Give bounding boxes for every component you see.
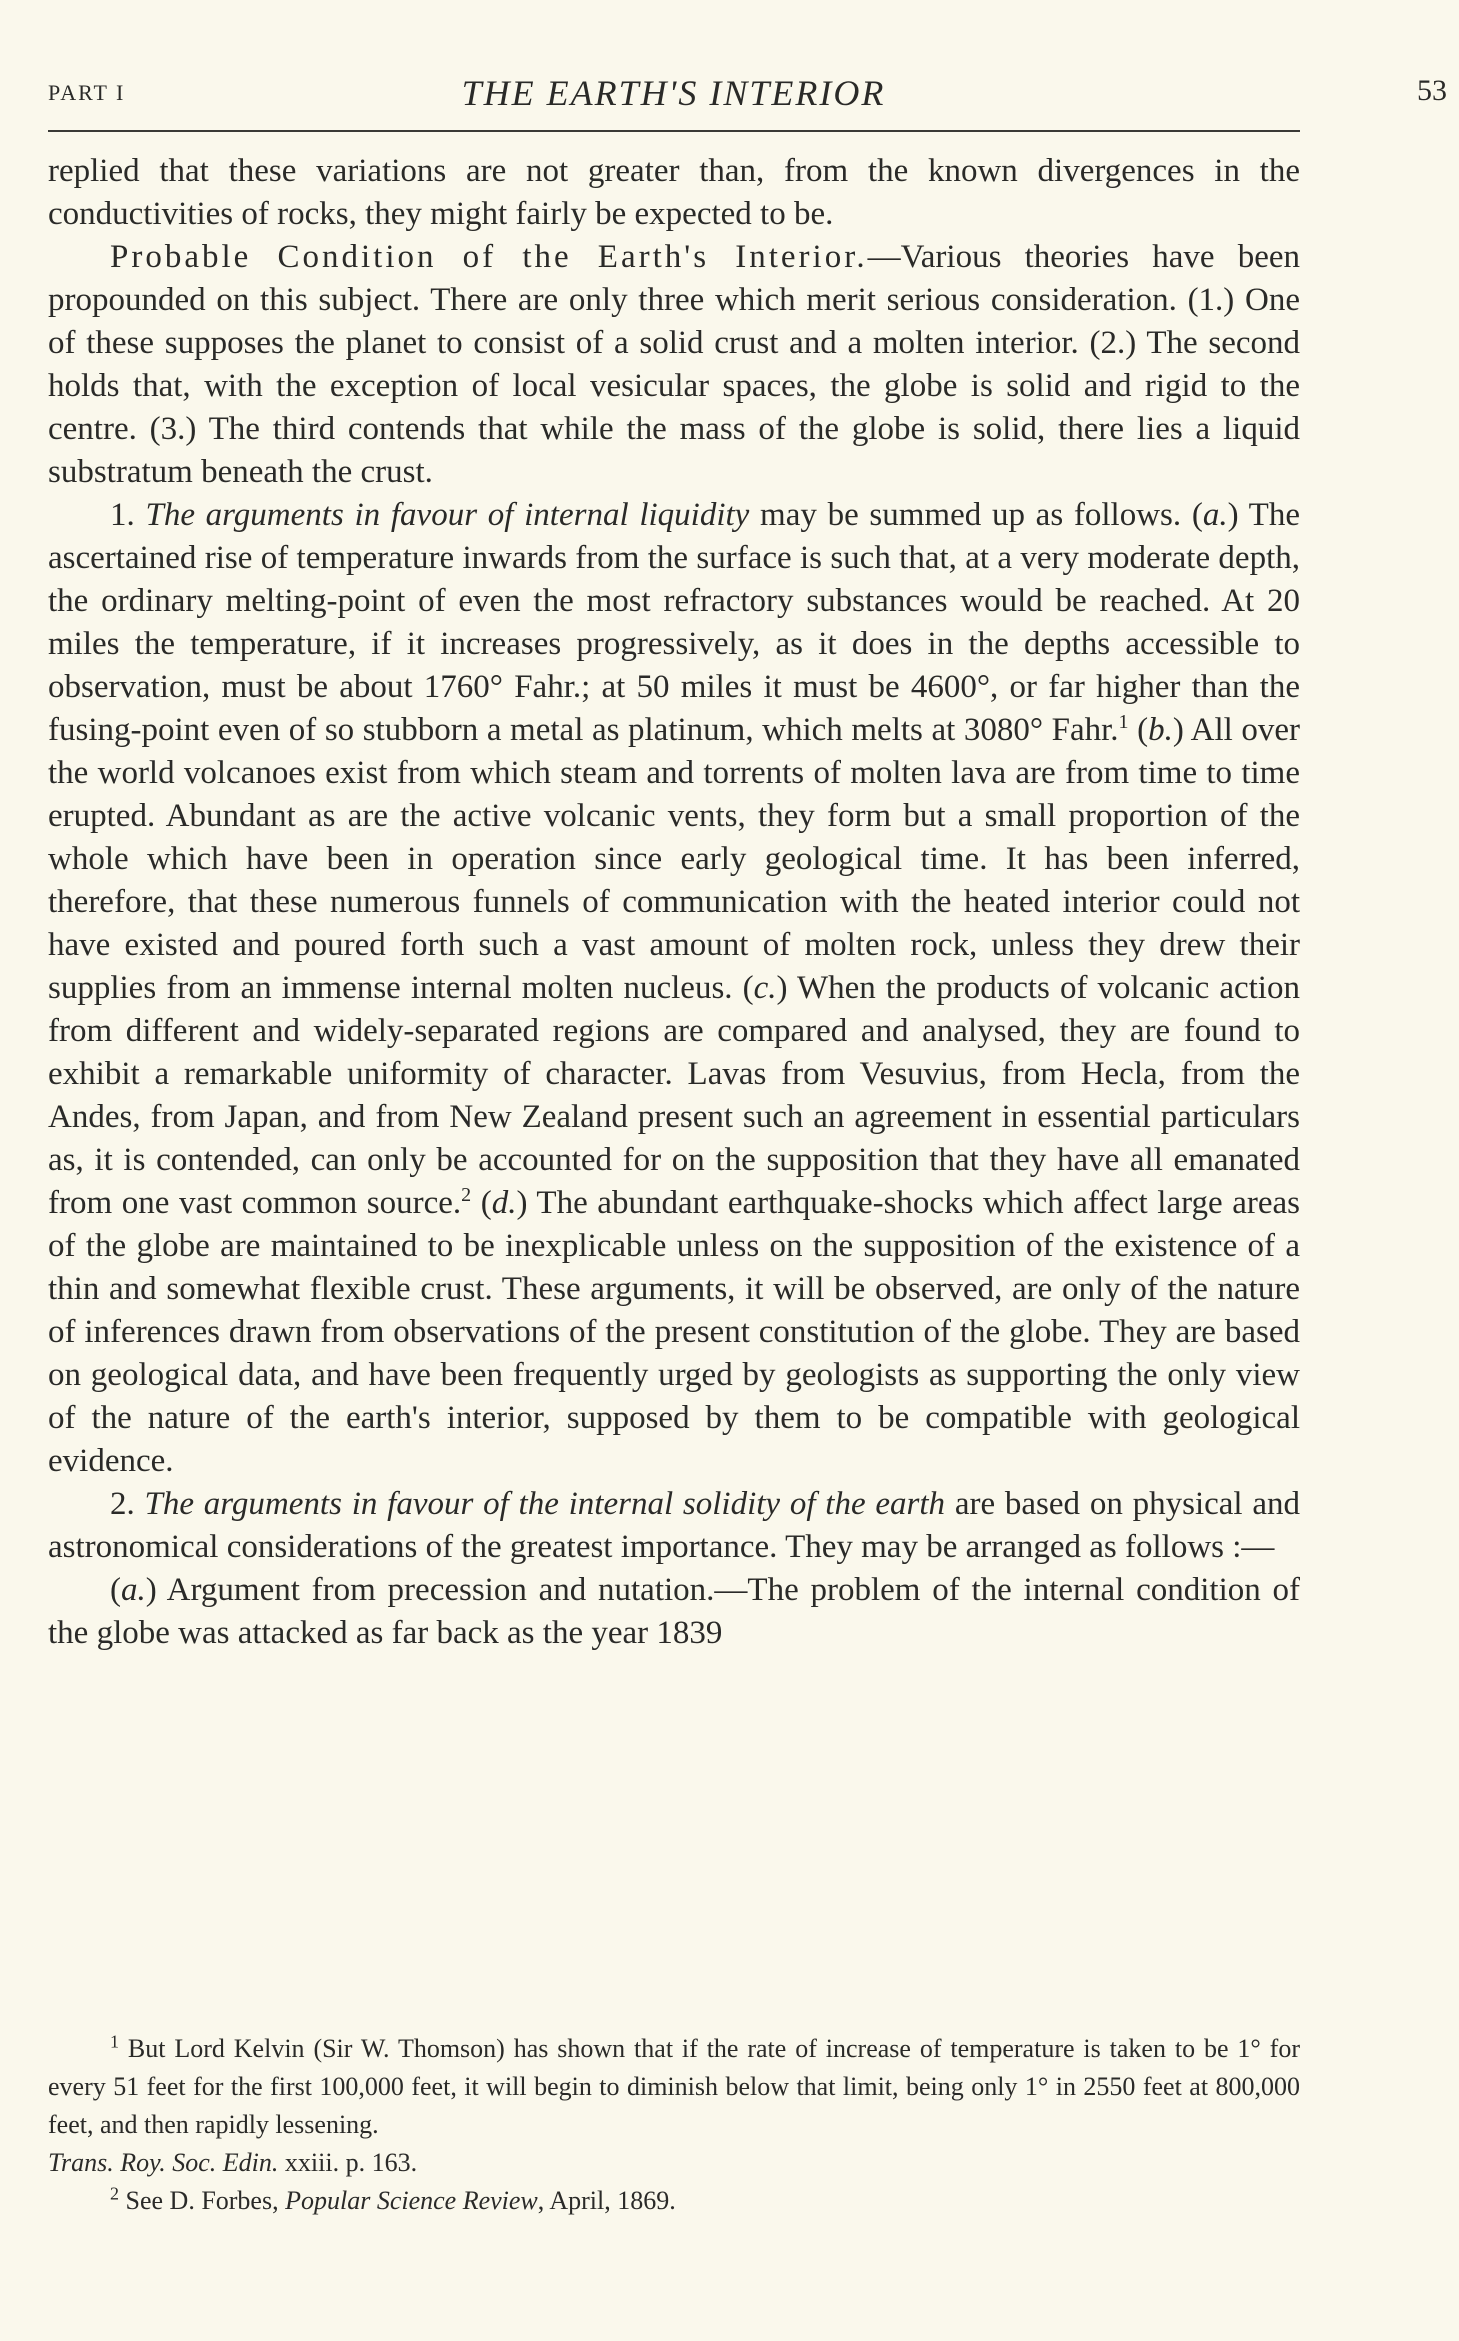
footnote-ref-2[interactable]: 2 [461,1184,472,1206]
letter-a-2: a. [121,1572,146,1608]
letter-c: c. [753,970,777,1006]
part-label: PART I [48,80,126,105]
item-number-2: 2. [110,1486,135,1522]
text-run: ( [1128,712,1149,748]
solidity-heading: The arguments in favour of the internal solidity of the earth [144,1486,946,1522]
letter-a: a. [1202,497,1228,533]
paragraph-1 [48,150,1300,236]
text-run: ) The ascertained rise of temperature inwards from the surface is such that, at a very moderate depth, the ordinary melting-point of even the most refractory substances would be reached. At 20 miles the temperature, if it increases progressively, as it does in the depths accessible to observation, must be about 1760° Fahr.; at 50 miles it must be 4600°, or far higher than the fusing-point even of so stubborn a metal as platinum, which melts at 3080° Fahr. [48,497,1300,748]
footnote-2-tail: , April, 1869. [537,2186,676,2215]
paragraph-2 [48,236,1300,494]
letter-b: b. [1148,712,1173,748]
footnote-2-text: See D. Forbes, [119,2186,286,2215]
main-text [48,150,1300,1655]
paragraph-2-text: —Various theories have been propounded on this subject. There are only three which merit serious consideration. (1.) One of these supposes the planet to consist of a solid crust and a molten interior. (2.) The second holds that, with the exception of local vesicular spaces, the globe is solid and rigid to the centre. (3.) The third contends that while the mass of the globe is solid, there lies a liquid substratum beneath the crust. [48,239,1300,490]
text-run: ) When the products of volcanic action from different and widely-separated regions are compared and analysed, they are found to exhibit a remarkable uniformity of character. Lavas from Vesuvius, from Hecla, from the Andes, from Japan, and from New Zealand present such an agreement in essential particulars as, it is contended, can only be accounted for on the supposition that they have all emanated from one vast common source. [48,970,1300,1221]
footnote-1-reference: Trans. Roy. Soc. Edin. [48,2148,279,2177]
text-run: are based on physical and astronomical considerations of the greatest importance. They may be arranged as follows :— [48,1486,1301,1565]
letter-d: d. [491,1185,517,1221]
header-rule [48,130,1300,132]
section-heading: Probable Condition of the Earth's Interior. [110,239,868,275]
footnote-1-mark: 1 [110,2031,119,2052]
paragraph-4 [48,1483,1300,1569]
footnote-ref-1[interactable]: 1 [1118,711,1129,733]
text-run: ( [471,1185,492,1221]
footnote-2-mark: 2 [110,2183,119,2204]
footnote-2-reference: Popular Science Review [285,2186,538,2215]
footnotes [48,2030,1300,2220]
text-run: ) The abundant earthquake-shocks which affect large areas of the globe are maintained to be inexplicable unless on the supposition of the existence of a thin and somewhat flexible crust. These arguments, it will be observed, are only of the nature of inferences drawn from observations of the present constitution of the globe. They are based on geological data, and have been frequently urged by geologists as supporting the only view of the nature of the earth's interior, supposed by them to be compatible with geological evidence. [48,1185,1300,1479]
text-run: may be summed up as follows. ( [749,497,1203,533]
text-run: ) Argument from precession and nutation.—The problem of the internal condition of the globe was attacked as far back as the year 1839 [48,1572,1300,1651]
paragraph-1-text: replied that these variations are not greater than, from the known divergences in the conductivities of rocks, they might fairly be expected to be. [48,153,1300,232]
footnote-1-tail: xxiii. p. 163. [278,2148,418,2177]
text-run: ( [110,1572,121,1608]
footnote-2 [48,2182,1300,2220]
liquidity-heading: The arguments in favour of internal liquidity [145,497,750,533]
running-title: THE EARTH'S INTERIOR [461,73,886,113]
footnote-1-text: But Lord Kelvin (Sir W. Thomson) has shown that if the rate of increase of temperature is taken to be 1° for every 51 feet for the first 100,000 feet, it will begin to diminish below that limit, being only 1° in 2550 feet at 800,000 feet, and then rapidly lessening. [48,2034,1300,2139]
page-header [48,72,1447,120]
footnote-1 [48,2030,1300,2182]
item-number-1: 1. [110,497,135,533]
page-number: 53 [1417,74,1447,107]
text-run: ) All over the world volcanoes exist from which steam and torrents of molten lava are from time to time erupted. Abundant as are the active volcanic vents, they form but a small proportion of the whole which have been in operation since early geological time. It has been inferred, therefore, that these numerous funnels of communication with the heated interior could not have existed and poured forth such a vast amount of molten rock, unless they drew their supplies from an immense internal molten nucleus. ( [48,712,1301,1006]
paragraph-3 [48,494,1300,1483]
paragraph-5 [48,1569,1300,1655]
